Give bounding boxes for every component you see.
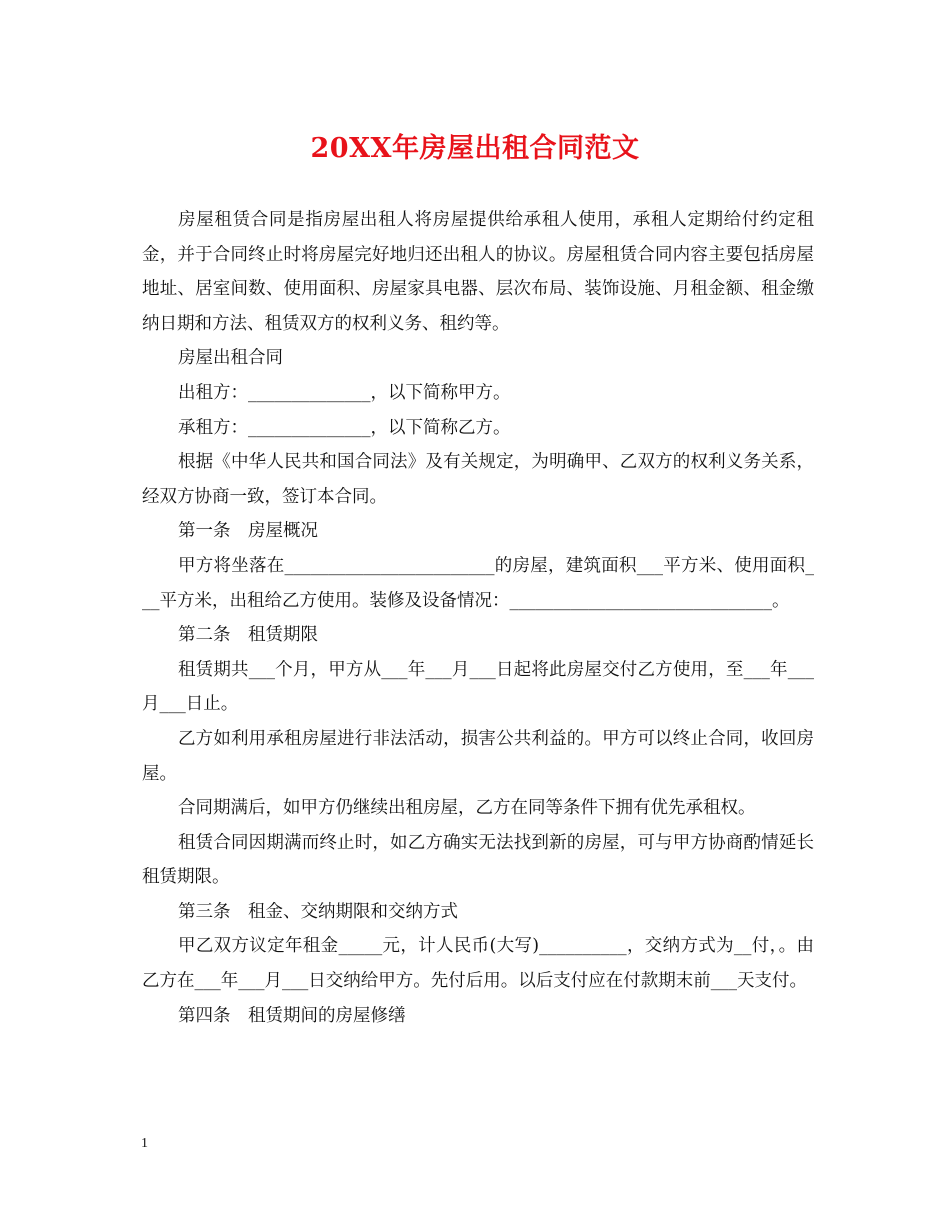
intro-paragraph: 房屋租赁合同是指房屋出租人将房屋提供给承租人使用，承租人定期给付约定租金，并于合同终止时将房屋完好地归还出租人的协议。房屋租赁合同内容主要包括房屋地址、居室间数、使用面积、房屋家具电器、层次布局、装饰设施、月租金额、租金缴纳日期和方法、租赁双方的权利义务、租约等。 xyxy=(142,210,814,334)
article-2-heading: 第二条 租赁期限 xyxy=(178,625,318,646)
article-1-paragraph: 甲方将坐落在________________________的房屋，建筑面积___平方米、使用面积___平方米，出租给乙方使用。装修及设备情况：______________________________。 xyxy=(142,555,814,611)
lessor-line: 出租方：______________，以下简称甲方。 xyxy=(178,382,511,403)
document-title: 20XX年房屋出租合同范文 xyxy=(310,133,640,164)
lease-term-paragraph: 租赁期共___个月，甲方从___年___月___日起将此房屋交付乙方使用，至___年___月___日止。 xyxy=(142,659,814,715)
contract-heading: 房屋出租合同 xyxy=(178,348,283,369)
rent-paragraph: 甲乙双方议定年租金_____元，计人民币(大写)__________，交纳方式为__付，。由乙方在___年___月___日交纳给甲方。先付后用。以后支付应在付款期末前___天支付。 xyxy=(142,936,814,992)
lessee-line: 承租方：______________，以下简称乙方。 xyxy=(178,417,511,438)
article-1-heading: 第一条 房屋概况 xyxy=(178,521,318,542)
page-number: 1 xyxy=(141,1136,148,1151)
article-3-heading: 第三条 租金、交纳期限和交纳方式 xyxy=(178,901,458,922)
legal-basis-paragraph: 根据《中华人民共和国合同法》及有关规定，为明确甲、乙双方的权利义务关系，经双方协商一致，签订本合同。 xyxy=(142,452,814,507)
termination-paragraph: 乙方如利用承租房屋进行非法活动，损害公共利益的。甲方可以终止合同，收回房屋。 xyxy=(142,728,814,784)
document-body xyxy=(142,203,814,1033)
article-4-heading: 第四条 租赁期间的房屋修缮 xyxy=(178,1005,406,1026)
priority-paragraph: 合同期满后，如甲方仍继续出租房屋，乙方在同等条件下拥有优先承租权。 xyxy=(178,798,756,819)
extension-paragraph: 租赁合同因期满而终止时，如乙方确实无法找到新的房屋，可与甲方协商酌情延长租赁期限。 xyxy=(142,832,814,888)
